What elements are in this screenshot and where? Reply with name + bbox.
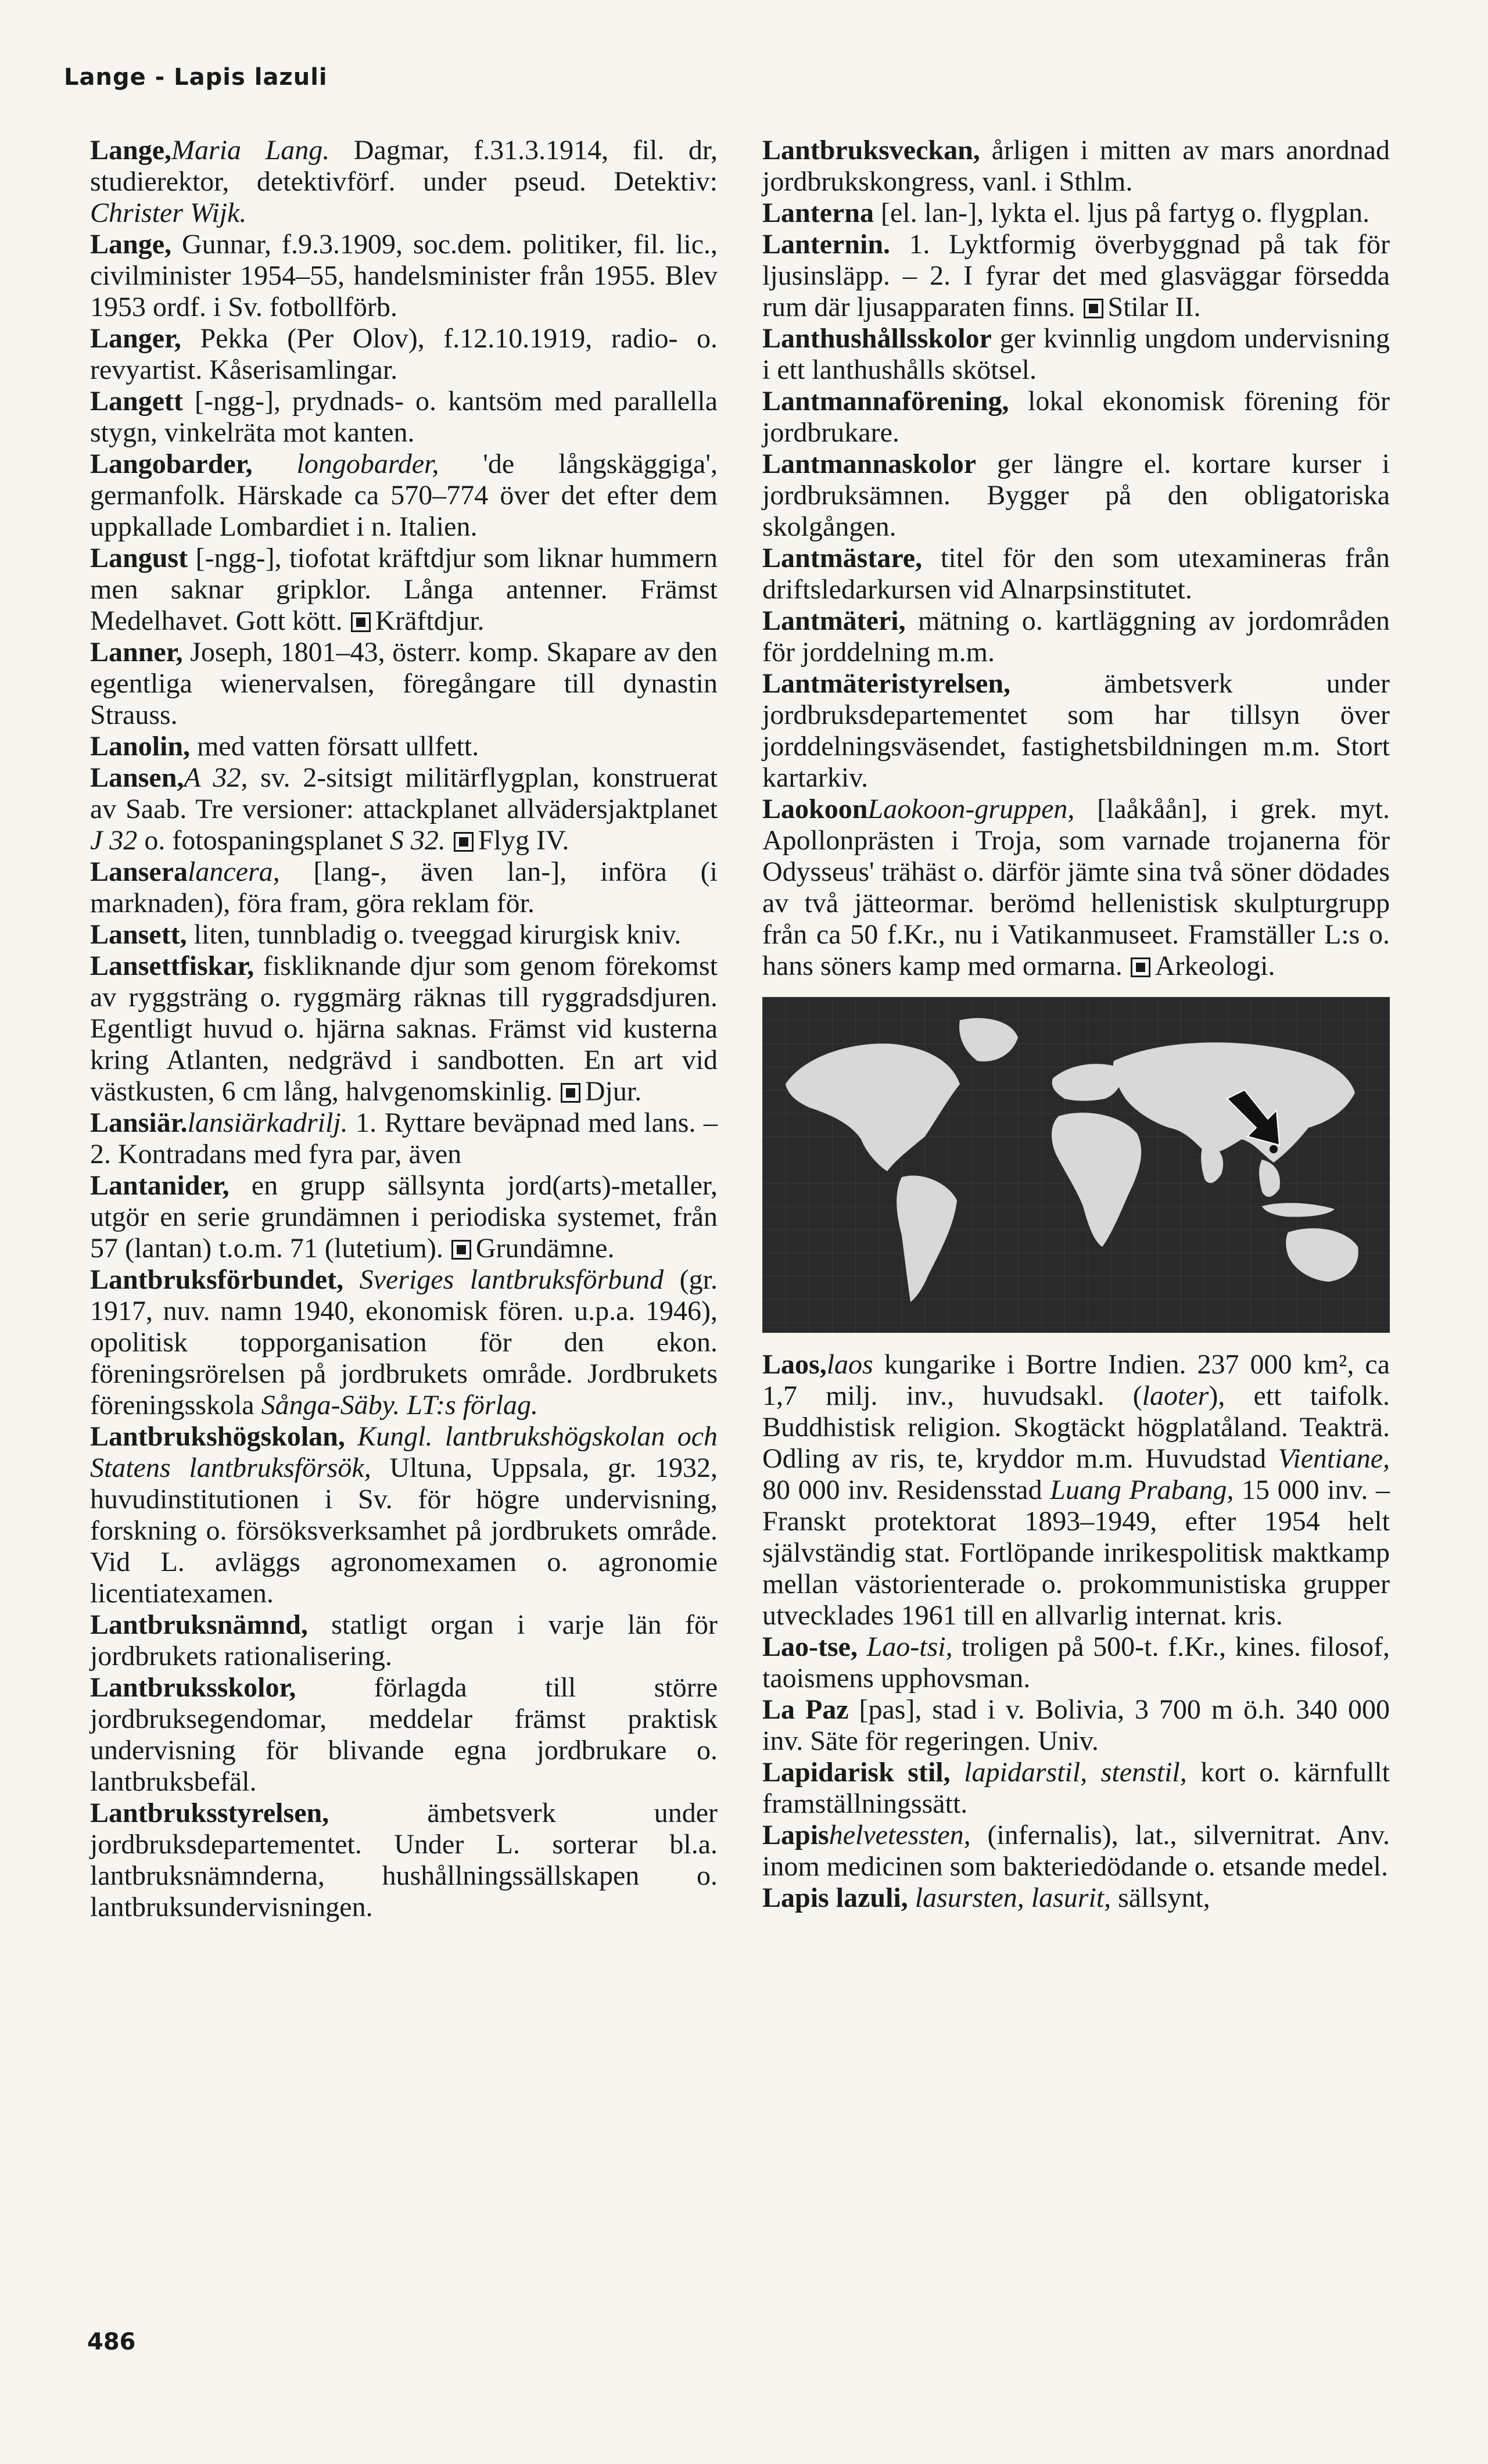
entry-text: [pas], stad i v. Bolivia, 3 700 m ö.h. 340 000 inv. Säte för regeringen. Univ. bbox=[762, 1694, 1390, 1756]
dictionary-entry bbox=[90, 1798, 718, 1923]
entry-headword: Lanternin. bbox=[762, 229, 891, 260]
entry-italic: longobarder, bbox=[252, 449, 439, 479]
dictionary-entry bbox=[90, 1421, 718, 1609]
entry-text: ämbetsverk under jordbruksdepartementet. Under L. sorterar bl.a. lantbruksnämnderna, hushållningssällskapen o. lantbruksundervisningen. bbox=[90, 1798, 718, 1923]
picture-reference-icon bbox=[1131, 957, 1150, 977]
entry-headword: La Paz bbox=[762, 1694, 849, 1725]
entry-headword: Langer, bbox=[90, 323, 181, 354]
entry-italic: lasursten, lasurit, bbox=[908, 1882, 1111, 1913]
entry-text: titel för den som utexamineras från driftsledarkursen vid Alnarpsinstitutet. bbox=[762, 543, 1390, 605]
entry-text: ämbetsverk under jordbruksdepartementet som har tillsyn över jorddelningsväsendet, fastighetsbildningen m.m. Stort kartarkiv. bbox=[762, 668, 1390, 793]
entry-headword: Lanterna bbox=[762, 198, 874, 228]
entry-headword: Lantmäteri, bbox=[762, 605, 906, 636]
entry-text: en grupp sällsynta jord(arts)-metaller, utgör en serie grundämnen i periodiska systemet, från 57 (lantan) t.o.m. 71 (lutetium). bbox=[90, 1170, 718, 1264]
entry-headword: Lantanider, bbox=[90, 1170, 230, 1201]
entry-headword: Langust bbox=[90, 543, 188, 573]
dictionary-entry bbox=[90, 637, 718, 731]
entry-text: troligen på 500-t. f.Kr., kines. filosof, taoismens upphovsman. bbox=[762, 1631, 1390, 1694]
dictionary-entry bbox=[90, 1672, 718, 1798]
dictionary-entry bbox=[762, 1882, 1390, 1914]
entry-headword: Lansera bbox=[90, 856, 188, 887]
dictionary-entry bbox=[762, 1694, 1390, 1757]
entry-reference: Djur. bbox=[585, 1076, 642, 1107]
entry-italic: Sånga-Säby. LT:s förlag. bbox=[261, 1390, 539, 1421]
entry-italic: J 32 bbox=[90, 825, 138, 856]
dictionary-entry bbox=[90, 386, 718, 449]
entry-italic: Kungl. lantbrukshögskolan och Statens lantbruksförsök, bbox=[90, 1421, 718, 1483]
entry-text: sv. 2-sitsigt militärflygplan, konstruerat av Saab. Tre versioner: attackplanet bbox=[90, 762, 718, 824]
entry-italic: A 32, bbox=[184, 762, 248, 793]
dictionary-entry bbox=[762, 449, 1390, 543]
entry-headword: Lanner, bbox=[90, 637, 183, 668]
entry-headword: Lansett, bbox=[90, 919, 187, 950]
dictionary-entry bbox=[90, 1609, 718, 1672]
dictionary-entry bbox=[90, 1170, 718, 1264]
dictionary-entry bbox=[762, 794, 1390, 982]
entry-headword: Laokoon bbox=[762, 794, 868, 824]
entry-italic: helvetessten, bbox=[829, 1820, 971, 1850]
entry-text: ( bbox=[1132, 1380, 1142, 1411]
entry-text: Ultuna, Uppsala, gr. 1932, huvudinstitutionen i Sv. för högre undervisning, forskning o. försöksverksamhet på jordbrukets område. Vid L. avläggs agronomexamen o. agronomie licentiatexamen. bbox=[90, 1452, 718, 1609]
dictionary-entry bbox=[90, 856, 718, 919]
dictionary-entry bbox=[90, 449, 718, 543]
entry-text: ger kvinnlig ungdom undervisning i ett lanthushålls skötsel. bbox=[762, 323, 1390, 385]
picture-reference-icon bbox=[351, 612, 371, 632]
entry-italic: Sveriges lantbruksförbund bbox=[343, 1264, 664, 1295]
entry-italic: laos bbox=[826, 1349, 873, 1380]
entry-italic: Vientiane, bbox=[1278, 1443, 1390, 1474]
entry-text: [el. lan-], lykta el. ljus på fartyg o. flygplan. bbox=[874, 198, 1370, 228]
entry-text: Dagmar, f.31.3.1914, fil. dr, studierektor, detektivförf. under pseud. bbox=[90, 135, 718, 197]
right-column bbox=[762, 135, 1390, 1914]
dictionary-entry bbox=[762, 229, 1390, 323]
world-map-illustration bbox=[762, 997, 1390, 1333]
entry-headword: Lantbruksveckan, bbox=[762, 135, 980, 166]
dictionary-entry bbox=[90, 919, 718, 951]
left-column bbox=[90, 135, 718, 1923]
entry-headword: Lantmannaförening, bbox=[762, 386, 1009, 417]
entry-headword: Lange, bbox=[90, 229, 172, 260]
entry-text: fiskliknande djur som genom förekomst av ryggsträng o. ryggmärg räknas till ryggradsdjuren. Egentligt huvud o. hjärna saknas. Främst vid kusterna kring Atlanten, nedgrävd i sandbotten. En art vid västkusten, 6 cm lång, halvgenomskinlig. bbox=[90, 951, 718, 1107]
entry-text: lokal ekonomisk förening för jordbrukare. bbox=[762, 386, 1390, 448]
entry-text: (gr. 1917, nuv. namn 1940, ekonomisk fören. u.p.a. 1946), opolitisk topporganisation för den ekon. föreningsrörelsen på jordbrukets område. Jordbrukets föreningsskola bbox=[90, 1264, 718, 1421]
entry-headword: Lantmannaskolor bbox=[762, 449, 977, 479]
entry-text: sällsynt, bbox=[1111, 1882, 1210, 1913]
entry-italic: Luang Prabang, bbox=[1050, 1475, 1234, 1505]
entry-text: 1. Ryttare beväpnad med lans. – 2. Kontradans med fyra par, även bbox=[90, 1107, 718, 1170]
picture-reference-icon bbox=[1084, 299, 1103, 318]
dictionary-entry bbox=[762, 605, 1390, 668]
entry-text: 80 000 inv. Residensstad bbox=[762, 1475, 1050, 1505]
dictionary-entry bbox=[762, 135, 1390, 198]
entry-text: – 2. I fyrar det med glasväggar försedda rum där ljusapparaten finns. bbox=[762, 260, 1390, 322]
entry-text: (infernalis), lat., bbox=[970, 1820, 1194, 1850]
dictionary-entry bbox=[90, 951, 718, 1107]
dictionary-entry bbox=[762, 386, 1390, 449]
entry-italic: Lao-tsi, bbox=[857, 1631, 953, 1662]
entry-text: kort o. kärnfullt framställningssätt. bbox=[762, 1757, 1390, 1819]
page-number: 486 bbox=[87, 2329, 136, 2355]
dictionary-entry bbox=[762, 198, 1390, 229]
dictionary-entry bbox=[762, 668, 1390, 794]
entry-headword: Lapidarisk stil, bbox=[762, 1757, 951, 1788]
entry-italic: Laokoon-gruppen, bbox=[867, 794, 1075, 824]
entry-text: ger längre el. kortare kurser i jordbruksämnen. Bygger på den obligatoriska skolgången. bbox=[762, 449, 1390, 542]
entry-text: ), ett taifolk. Buddhistisk religion. Skogtäckt högplatåland. Teakträ. Odling av ris, te, kryddor m.m. Huvudstad bbox=[762, 1380, 1390, 1474]
entry-headword: Lanthushållsskolor bbox=[762, 323, 992, 354]
world-map-laos bbox=[762, 997, 1390, 1333]
entry-text: mätning o. kartläggning av jordområden för jorddelning m.m. bbox=[762, 605, 1390, 668]
entry-italic: laoter bbox=[1142, 1380, 1209, 1411]
entry-headword: Lapis lazuli, bbox=[762, 1882, 908, 1913]
entry-headword: Lansettfiskar, bbox=[90, 951, 254, 981]
entry-headword: Lantbruksförbundet, bbox=[90, 1264, 344, 1295]
entry-headword: Lantbruksnämnd, bbox=[90, 1609, 308, 1640]
dictionary-entry bbox=[90, 543, 718, 637]
entry-headword: Lansiär. bbox=[90, 1107, 188, 1138]
entry-reference: Flyg IV. bbox=[478, 825, 569, 856]
entry-reference: Grundämne. bbox=[475, 1233, 615, 1264]
entry-text: förlagda till större jordbruksegendomar, meddelar främst praktisk undervisning för blivande egna jordbrukare o. lantbruksbefäl. bbox=[90, 1672, 718, 1797]
entry-headword: Lanolin, bbox=[90, 731, 191, 762]
entry-headword: Lantmästare, bbox=[762, 543, 923, 573]
entry-headword: Lapis bbox=[762, 1820, 829, 1850]
entry-headword: Lantbruksskolor, bbox=[90, 1672, 296, 1703]
entry-italic: lancera, bbox=[188, 856, 280, 887]
dictionary-entry bbox=[762, 543, 1390, 605]
entry-italic: lansiärkadrilj. bbox=[187, 1107, 348, 1138]
picture-reference-icon bbox=[454, 832, 474, 852]
running-header: Lange - Lapis lazuli bbox=[64, 64, 328, 91]
entry-text: statligt organ i varje län för jordbrukets rationalisering. bbox=[90, 1609, 718, 1672]
entry-text: årligen i mitten av mars anordnad jordbrukskongress, vanl. i Sthlm. bbox=[762, 135, 1390, 197]
dictionary-entry bbox=[762, 1631, 1390, 1694]
entry-headword: Laos, bbox=[762, 1349, 827, 1380]
entry-text: Joseph, 1801–43, österr. komp. Skapare av den egentliga wienervalsen, föregångare till dynastin Strauss. bbox=[90, 637, 718, 730]
entry-text: 1. Lyktformig överbyggnad på tak för ljusinsläpp. bbox=[762, 229, 1390, 291]
entry-text: införa (i marknaden), föra fram, göra reklam för. bbox=[90, 856, 718, 919]
entry-text: silvernitrat. Anv. inom medicinen som bakteriedödande o. etsande medel. bbox=[762, 1820, 1390, 1882]
entry-text: med vatten försatt ullfett. bbox=[190, 731, 479, 762]
entry-headword: Langett bbox=[90, 386, 183, 417]
entry-headword: Lao-tse, bbox=[762, 1631, 858, 1662]
entry-text: Gunnar, f.9.3.1909, soc.dem. politiker, fil. lic., civilminister 1954–55, handelsminister från 1955. Blev 1953 ordf. i Sv. fotbollförb. bbox=[90, 229, 718, 322]
entry-text: kungarike i Bortre Indien. 237 000 km², ca 1,7 milj. inv., huvudsakl. bbox=[762, 1349, 1390, 1411]
dictionary-entry bbox=[90, 1107, 718, 1170]
entry-text: [-ngg-], prydnads- o. kantsöm med parallella stygn, vinkelräta mot kanten. bbox=[90, 386, 718, 448]
entry-text: o. fotospaningsplanet bbox=[137, 825, 390, 856]
entry-text: [-ngg-], tiofotat kräftdjur som liknar hummern men saknar gripklor. Långa antenner. Främst Medelhavet. Gott kött. bbox=[90, 543, 718, 636]
picture-reference-icon bbox=[561, 1083, 580, 1103]
entry-headword: Lantbrukshögskolan, bbox=[90, 1421, 345, 1452]
entry-text: allvädersjaktplanet bbox=[507, 794, 718, 824]
entry-headword: Lantbruksstyrelsen, bbox=[90, 1798, 329, 1828]
entry-italic: Maria Lang. bbox=[171, 135, 330, 166]
dictionary-entry bbox=[90, 135, 718, 229]
entry-italic: Christer Wijk. bbox=[90, 198, 247, 228]
dictionary-entry bbox=[90, 323, 718, 386]
entry-reference: Stilar II. bbox=[1107, 292, 1201, 322]
entry-text: berömd hellenistisk skulpturgrupp från ca 50 f.Kr., nu i Vatikanmuseet. Framställer L:s o. hans söners kamp med ormarna. bbox=[762, 888, 1390, 981]
dictionary-entry bbox=[90, 731, 718, 762]
entry-text: [lang-, även lan-], bbox=[279, 856, 601, 887]
dictionary-entry bbox=[762, 323, 1390, 386]
entry-text: [laåkåån], i grek. myt. Apollonprästen i Troja, som varnade trojanerna för Odysseus' trähäst o. därför jämte sina två söner dödades av två jätteormar. bbox=[762, 794, 1390, 919]
entry-text: liten, tunnbladig o. tveeggad kirurgisk kniv. bbox=[187, 919, 682, 950]
entry-headword: Lantmäteristyrelsen, bbox=[762, 668, 1011, 699]
dictionary-entry bbox=[90, 229, 718, 323]
entry-italic: lapidarstil, stenstil, bbox=[950, 1757, 1187, 1788]
entry-text: 15 000 inv. – Franskt protektorat 1893–1949, efter 1954 helt självständig stat. Fortlöpande inrikespolitisk maktkamp mellan västorienterade o. prokommunistiska grupper utvecklades 1961 till en allvarlig internat. kris. bbox=[762, 1475, 1390, 1631]
entry-text: Pekka (Per Olov), f.12.10.1919, radio- o. revyartist. Kåserisamlingar. bbox=[90, 323, 718, 385]
entry-headword: Langobarder, bbox=[90, 449, 253, 479]
entry-italic: S 32. bbox=[389, 825, 446, 856]
dictionary-entry bbox=[762, 1820, 1390, 1882]
entry-reference: Arkeologi. bbox=[1154, 951, 1275, 981]
entry-headword: Lansen, bbox=[90, 762, 184, 793]
entry-reference: Kräftdjur. bbox=[375, 605, 485, 636]
dictionary-entry bbox=[762, 1757, 1390, 1820]
entry-text: 'de långskäggiga', germanfolk. Härskade ca 570–774 över det efter dem uppkallade Lombardiet i n. Italien. bbox=[90, 449, 718, 542]
dictionary-entry bbox=[762, 1349, 1390, 1631]
entry-text: Detektiv: bbox=[614, 166, 718, 197]
dictionary-entry bbox=[90, 1264, 718, 1421]
table-reference-icon bbox=[451, 1240, 471, 1260]
entry-headword: Lange, bbox=[90, 135, 172, 166]
dictionary-entry bbox=[90, 762, 718, 856]
